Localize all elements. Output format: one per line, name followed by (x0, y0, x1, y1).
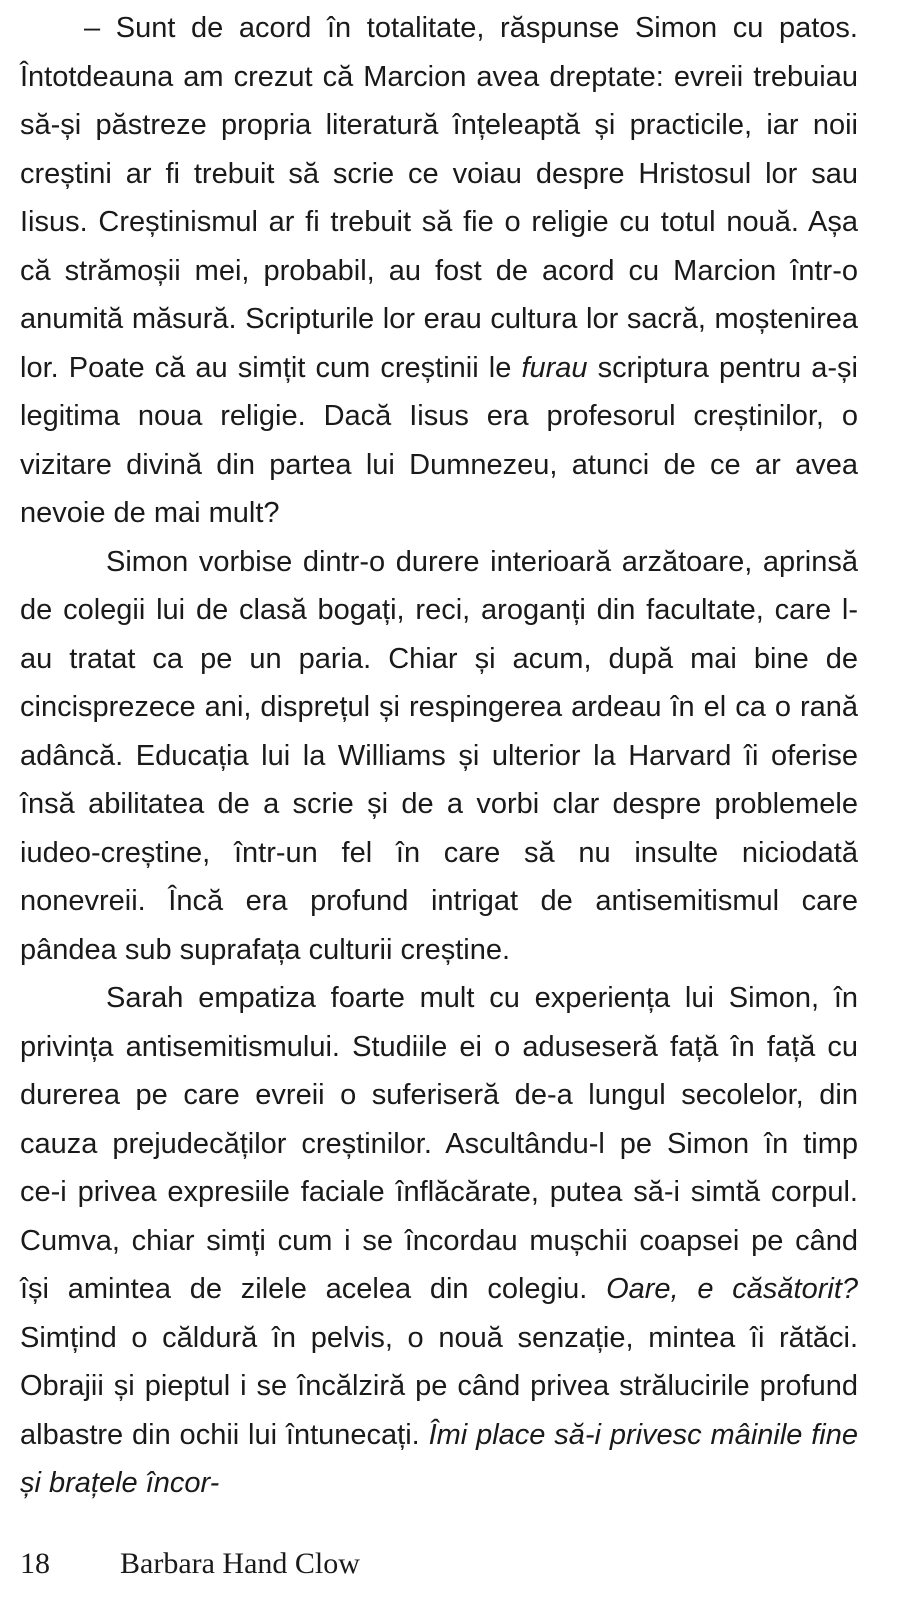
paragraph-3-italic-thought: Îmi place să-i privesc mâinile fine și brațele încor- (20, 1418, 859, 1499)
paragraph-3 (20, 974, 858, 1508)
body-text (20, 4, 858, 1508)
page-number: 18 (20, 1547, 50, 1580)
paragraph-2 (20, 538, 858, 975)
paragraph-3-italic-question: Oare, e căsătorit? (606, 1273, 858, 1305)
running-author: Barbara Hand Clow (120, 1547, 360, 1580)
paragraph-1-text-b: scriptura pentru a-și legitima noua religie. Dacă Iisus era profesorul creștinilor, o vizitare divină din partea lui Dumnezeu, atunci de ce ar avea nevoie de mai mult? (20, 351, 858, 529)
paragraph-1-italic-word: furau (521, 351, 588, 384)
paragraph-2-text: Simon vorbise dintr-o durere interioară arzătoare, aprinsă de colegii lui de clasă bogați, reci, aroganți din facultate, care l-au tratat ca pe un paria. Chiar și acum, după mai bine de cincisprezece ani, disprețul și respingerea ardeau în el ca o rană adâncă. Educația lui la Williams și ulterior la Harvard îi oferise însă abilitatea de a scrie și de a vorbi clar despre problemele iudeo-creștine, într-un fel în care să nu insulte niciodată nonevreii. Încă era profund intrigat de antisemitismul care pândea sub suprafața culturii creștine. (20, 545, 858, 966)
page-footer (20, 1544, 360, 1584)
paragraph-1 (20, 4, 858, 538)
paragraph-3-text-b: Simțind o căldură în pelvis, o nouă senzație, mintea îi rătăci. Obrajii și pieptul i se încălziră pe când privea strălucirile profund albastre din ochii lui întunecați. (20, 1321, 858, 1451)
paragraph-1-text-a: – Sunt de acord în totalitate, răspunse Simon cu patos. Întotdeauna am crezut că Marcion avea dreptate: evreii trebuiau să-și păstreze propria literatură înțeleaptă și practicile, iar noii creștini ar fi trebuit să scrie ce voiau despre Hristosul lor sau Iisus. Creștinismul ar fi trebuit să fie o religie cu totul nouă. Așa că strămoșii mei, probabil, au fost de acord cu Marcion într-o anumită măsură. Scripturile lor erau cultura lor sacră, moștenirea lor. Poate că au simțit cum creștinii le (20, 12, 858, 384)
paragraph-3-text-a: Sarah empatiza foarte mult cu experiența lui Simon, în privința antisemitismului. Studiile ei o aduseseră față în față cu durerea pe care evreii o suferiseră de-a lungul secolelor, din cauza prejudecăților creștinilor. Ascultându-l pe Simon în timp ce-i privea expresiile faciale înflăcărate, putea să-i simtă corpul. Cumva, chiar simți cum i se încordau mușchii coapsei pe când își amintea de zilele acelea din colegiu. (20, 982, 858, 1305)
